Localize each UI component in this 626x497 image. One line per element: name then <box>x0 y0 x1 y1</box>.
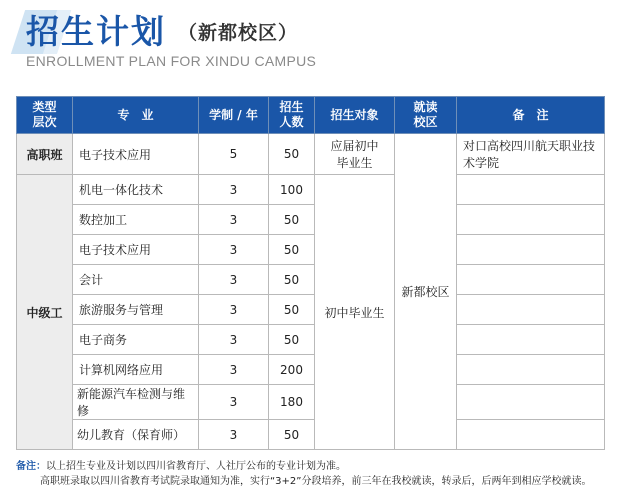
count-cell: 50 <box>269 134 315 175</box>
level-cell-gaozhi: 高职班 <box>17 134 73 175</box>
remarks-cell <box>457 420 605 450</box>
major-cell: 数控加工 <box>73 205 199 235</box>
count-cell: 50 <box>269 420 315 450</box>
years-cell: 3 <box>199 355 269 385</box>
table-row <box>17 325 605 355</box>
major-cell: 电子商务 <box>73 325 199 355</box>
count-cell: 50 <box>269 205 315 235</box>
major-cell: 电子技术应用 <box>73 134 199 175</box>
years-cell: 3 <box>199 205 269 235</box>
page-header <box>0 0 626 90</box>
footnotes <box>16 459 591 489</box>
target-cell-gaozhi <box>315 134 395 175</box>
remarks-cell <box>457 235 605 265</box>
count-cell: 200 <box>269 355 315 385</box>
major-cell: 电子技术应用 <box>73 235 199 265</box>
level-cell-zhongji: 中级工 <box>17 175 73 450</box>
column-header-count-text: 招生 人数 <box>279 100 304 129</box>
years-cell: 3 <box>199 265 269 295</box>
remarks-cell <box>457 325 605 355</box>
count-cell: 180 <box>269 385 315 420</box>
column-header-remarks-text: 备 注 <box>512 107 549 122</box>
years-cell: 3 <box>199 385 269 420</box>
footnote-text-1: 以上招生专业及计划以四川省教育厅、人社厅公布的专业计划为准。 <box>46 461 346 472</box>
target-gaozhi-text: 应届初中 毕业生 <box>330 139 379 170</box>
remarks-cell-gaozhi: 对口高校四川航天职业技术学院 <box>457 134 605 175</box>
english-title: ENROLLMENT PLAN FOR XINDU CAMPUS <box>26 53 317 69</box>
footnote-line-1 <box>16 459 591 474</box>
column-header-years-text: 学制 / 年 <box>209 107 258 122</box>
years-cell: 3 <box>199 325 269 355</box>
column-header-target-text: 招生对象 <box>330 107 379 122</box>
count-cell: 100 <box>269 175 315 205</box>
column-header-count <box>269 97 315 134</box>
footnote-label: 备注： <box>16 461 46 472</box>
column-header-campus-text: 就读 校区 <box>413 100 438 129</box>
table-row <box>17 385 605 420</box>
column-header-level-text: 类型 层次 <box>32 100 57 129</box>
major-cell: 机电一体化技术 <box>73 175 199 205</box>
footnote-line-2: 高职班录取以四川省教育考试院录取通知为准，实行“3+2”分段培养，前三年在我校就读，转录后，后两年到相应学校就读。 <box>40 476 592 487</box>
years-cell: 3 <box>199 420 269 450</box>
page-title: 招生计划 <box>26 12 166 51</box>
enrollment-plan-table <box>16 96 605 450</box>
column-header-remarks <box>457 97 605 134</box>
table-row <box>17 205 605 235</box>
table-row <box>17 134 605 175</box>
column-header-campus <box>395 97 457 134</box>
target-cell-zhongji: 初中毕业生 <box>315 175 395 450</box>
table-row <box>17 265 605 295</box>
campus-cell: 新都校区 <box>395 134 457 450</box>
table-row <box>17 175 605 205</box>
table-row <box>17 295 605 325</box>
column-header-years <box>199 97 269 134</box>
major-cell: 计算机网络应用 <box>73 355 199 385</box>
count-cell: 50 <box>269 265 315 295</box>
remarks-cell <box>457 295 605 325</box>
major-cell: 旅游服务与管理 <box>73 295 199 325</box>
remarks-cell <box>457 385 605 420</box>
remarks-cell <box>457 175 605 205</box>
remarks-cell <box>457 265 605 295</box>
years-cell: 5 <box>199 134 269 175</box>
table-row <box>17 355 605 385</box>
page-subtitle: （新都校区） <box>178 22 299 44</box>
table-row <box>17 420 605 450</box>
column-header-level <box>17 97 73 134</box>
years-cell: 3 <box>199 175 269 205</box>
column-header-target <box>315 97 395 134</box>
remarks-cell <box>457 205 605 235</box>
years-cell: 3 <box>199 295 269 325</box>
count-cell: 50 <box>269 235 315 265</box>
major-cell: 会计 <box>73 265 199 295</box>
major-cell: 新能源汽车检测与维修 <box>73 385 199 420</box>
remarks-cell <box>457 355 605 385</box>
column-header-major <box>73 97 199 134</box>
column-header-major-text: 专 业 <box>117 107 154 122</box>
years-cell: 3 <box>199 235 269 265</box>
table-row <box>17 235 605 265</box>
count-cell: 50 <box>269 295 315 325</box>
major-cell: 幼儿教育（保育师） <box>73 420 199 450</box>
table-header-row <box>17 97 605 134</box>
count-cell: 50 <box>269 325 315 355</box>
